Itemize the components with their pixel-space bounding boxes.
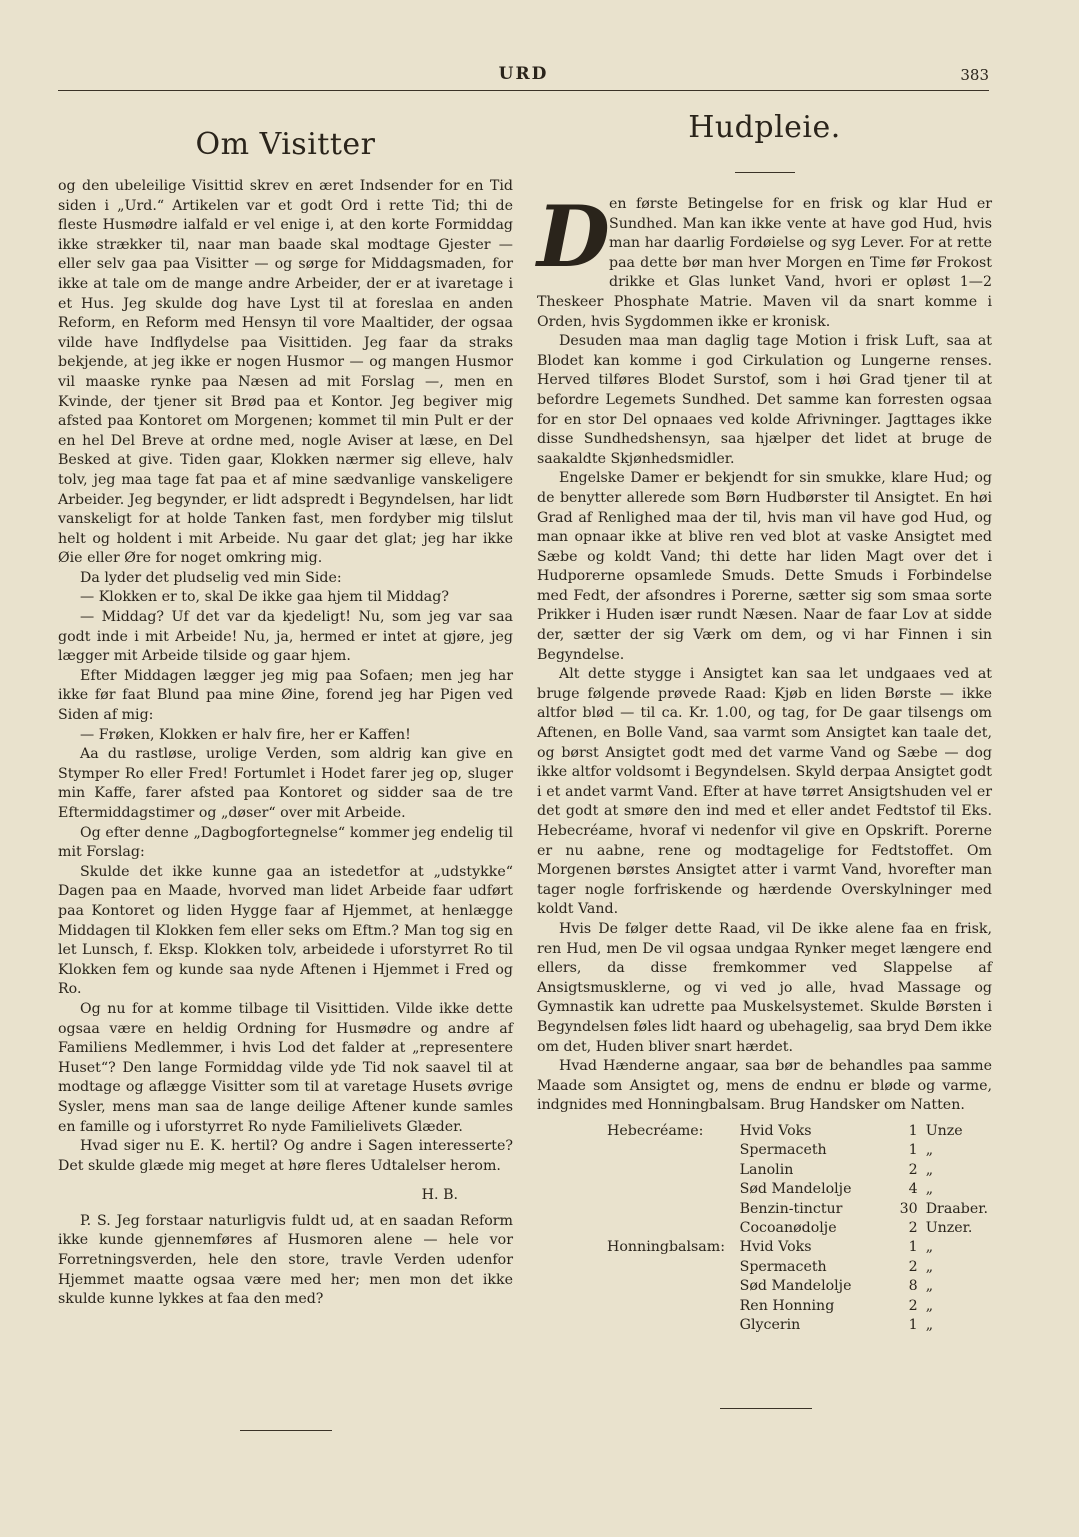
- recipe-label: [607, 1316, 740, 1335]
- recipe-row: [607, 1219, 992, 1238]
- title-rule: [735, 172, 795, 173]
- ingredient-quantity: 1: [908, 1239, 918, 1256]
- ingredient-name: Spermaceth: [739, 1258, 827, 1275]
- ingredient-quantity: 1: [908, 1122, 918, 1139]
- ingredient-name: Sød Mandelolje: [739, 1181, 852, 1198]
- running-header: [58, 62, 989, 91]
- recipe-row: [607, 1258, 992, 1277]
- recipe-label: [607, 1277, 740, 1296]
- ingredient-unit: Unzer.: [925, 1219, 973, 1236]
- recipe-row: [607, 1200, 992, 1219]
- ingredient-unit: „: [925, 1181, 934, 1198]
- ingredient-name: Hvid Voks: [739, 1239, 812, 1256]
- ingredient-unit: Unze: [925, 1122, 963, 1139]
- recipe-label: [607, 1219, 740, 1238]
- recipe-block: [607, 1238, 992, 1335]
- article-body-hudpleie: [537, 332, 992, 1116]
- ingredient-name: Glycerin: [739, 1316, 801, 1333]
- author-signature: H. B.: [421, 1187, 458, 1204]
- ingredient-name: Sød Mandelolje: [739, 1278, 852, 1295]
- ingredient-quantity: 8: [908, 1278, 918, 1295]
- recipe-label: [607, 1200, 740, 1219]
- paragraph: Engelske Damer er bekjendt for sin smukke, klare Hud; og de benytter allerede som Børn Hudbørster til Ansigtet. En høi Grad af Renlighed maa der til, hvis man vil have god Hud, og man opnaar ikke at blive ren ved blot at vaske Ansigtet med Sæbe og koldt Vand; thi dette har liden Magt over det i Hudporerne opsamlede Smuds. Dette Smuds i Forbindelse med Fedt, der afsondres i Porerne, sætter sig som smaa sorte Prikker i Huden især rundt Næsen. Naar de faar Lov at sidde der, sætter der sig Værk om dem, og vi har Finnen i sin Begyndelse.: [537, 470, 992, 663]
- ingredient-unit: „: [925, 1278, 934, 1295]
- recipe-row: [607, 1161, 992, 1180]
- ingredient-unit: Draaber.: [925, 1200, 988, 1217]
- ingredient-name: Benzin-tinctur: [739, 1200, 843, 1217]
- intro-block: [537, 187, 992, 332]
- ingredient-quantity: 2: [908, 1297, 918, 1314]
- article-title-visitter: Om Visitter: [195, 127, 376, 162]
- recipe-row: [607, 1297, 992, 1316]
- end-rule-right: [720, 1408, 812, 1409]
- recipe-row: [607, 1122, 992, 1141]
- recipe-label: [607, 1141, 740, 1160]
- paragraph: Hvis De følger dette Raad, vil De ikke alene faa en frisk, ren Hud, men De vil ogsaa undgaa Rynker meget længere end ellers, da disse fremkommer ved Slappelse af Ansigtsmusklerne, og vi ved jo alle, hvad Massage og Gymnastik kan udrette paa Muskelsystemet. Skulde Børsten i Begyndelsen føles lidt haard og ubehagelig, saa bryd Dem ikke om det, Huden bliver snart hærdet.: [537, 920, 992, 1055]
- recipe-row: [607, 1238, 992, 1257]
- paragraph: — Klokken er to, skal De ikke gaa hjem til Middag?: [80, 589, 449, 606]
- ingredient-quantity: 2: [908, 1258, 918, 1275]
- ingredient-name: Spermaceth: [739, 1142, 827, 1159]
- recipe-row: [607, 1277, 992, 1296]
- recipe-row: [607, 1141, 992, 1160]
- left-column: [58, 105, 513, 1310]
- postscript: P. S. Jeg forstaar naturligvis fuldt ud, at en saadan Reform ikke kunde gjennemføres af Husmoren alene — hele vor Forretningsverden, hele den store, travle Verden udenfor Hjemmet maatte ogsaa være med her; men mon det ikke skulde kunne lykkes at faa den med?: [58, 1212, 513, 1308]
- recipe-block: [607, 1122, 992, 1238]
- journal-title: URD: [498, 64, 549, 84]
- recipe-label: [607, 1297, 740, 1316]
- recipe-row: [607, 1316, 992, 1335]
- paragraph: Efter Middagen lægger jeg mig paa Sofaen; men jeg har ikke før faat Blund paa mine Øine, forend jeg har Pigen ved Siden af mig:: [58, 667, 513, 724]
- ornamental-initial: D: [537, 187, 610, 286]
- recipe-row: [607, 1180, 992, 1199]
- ingredient-name: Lanolin: [739, 1161, 794, 1178]
- ingredient-name: Ren Honning: [739, 1297, 835, 1314]
- ingredient-quantity: 30: [899, 1200, 918, 1217]
- recipe-label: [607, 1161, 740, 1180]
- paragraph: Hvad Hænderne angaar, saa bør de behandles paa samme Maade som Ansigtet og, mens de endnu er bløde og varme, indgnides med Honningbalsam. Brug Handsker om Natten.: [537, 1058, 992, 1114]
- paragraph: Desuden maa man daglig tage Motion i frisk Luft, saa at Blodet kan komme i god Cirkulation og Lungerne renses. Herved tilføres Blodet Surstof, som i høi Grad tjener til at befordre Legemets Sundhed. Det samme kan forresten ogsaa for en stor Del opnaaes ved kolde Afrivninger. Jagttages ikke disse Sundhedshensyn, saa hjælper det lidet at bruge de saakaldte Skjønhedsmidler.: [537, 333, 992, 467]
- article-title-hudpleie: Hudpleie.: [688, 110, 841, 145]
- recipe-label: [607, 1180, 740, 1199]
- paragraph: Og efter denne „Dagbogfortegnelse“ kommer jeg endelig til mit Forslag:: [58, 824, 513, 861]
- ingredient-quantity: 2: [908, 1161, 918, 1178]
- ingredient-name: Cocoanødolje: [739, 1219, 837, 1236]
- paragraph: Aa du rastløse, urolige Verden, som aldrig kan give en Stymper Ro eller Fred! Fortumlet i Hodet farer jeg op, sluger min Kaffe, farer afsted paa Kontoret og sidder saa de tre Eftermiddagstimer og „døser“ over mit Arbeide.: [58, 746, 513, 821]
- ingredient-quantity: 1: [908, 1142, 918, 1159]
- paragraph: Da lyder det pludselig ved min Side:: [80, 569, 342, 586]
- paragraph: og den ubeleilige Visittid skrev en æret Indsender for en Tid siden i „Urd.“ Artikelen var et godt Ord i rette Tid; thi de fleste Husmødre ialfald er vel enige i, at den korte Formiddag ikke strækker til, naar man baade skal modtage Gjester — eller selv gaa paa Visitter — og sørge for Middagsmaden, for ikke at tale om de mange andre Arbeider, der er at ivaretage i et Hus. Jeg skulde dog have Lyst til at foreslaa en anden Reform, en Reform med Hensyn til vore Maaltider, der ogsaa vilde have Indflydelse paa Visittiden. Jeg faar da straks bekjende, at jeg ikke er nogen Husmor — og mangen Husmor vil maaske rynke paa Næsen ad mit Forslag —, men en Kvinde, der tjener sit Brød paa et Kontor. Jeg begiver mig afsted paa Kontoret om Morgenen; kommet til min Pult er der en hel Del Breve at ordne med, nogle Aviser at læse, en Del Besked at give. Tiden gaar, Klokken nærmer sig elleve, halv tolv, jeg maa tage fat paa et af mine sædvanlige vanskeligere Arbeider. Jeg begynder, er lidt adspredt i Begyndelsen, har lidt vanskeligt for at holde Tanken fast, men fordyber mig tilslut helt og holdent i mit Arbeide. Nu gaar det glat; jeg har ikke Øie eller Øre for noget omkring mig.: [58, 178, 513, 567]
- right-column: [537, 105, 992, 1335]
- ingredient-quantity: 4: [908, 1181, 918, 1198]
- paragraph: Skulde det ikke kunne gaa an istedetfor at „udstykke“ Dagen paa en Maade, hvorved man lidet Arbeide faar udført paa Kontoret og liden Hygge faar af Hjemmet, at henlægge Middagen til Klokken fem eller seks om Eftm.? Man tog sig en let Lunsch, f. Eksp. Klokken tolv, arbeidede i uforstyrret Ro til Klokken fem og kunde saa nyde Aftenen i Hjemmet i Fred og Ro.: [58, 863, 513, 998]
- recipe-label: [607, 1258, 740, 1277]
- ingredient-unit: „: [925, 1239, 934, 1256]
- ingredient-unit: „: [925, 1142, 934, 1159]
- paragraph: — Middag? Uf det var da kjedeligt! Nu, som jeg var saa godt inde i mit Arbeide! Nu, ja, hermed er intet at gjøre, jeg lægger mit Arbeide tilside og gaar hjem.: [58, 609, 513, 665]
- recipe-list: [607, 1122, 992, 1335]
- page-number: 383: [960, 66, 989, 84]
- article-body-visitter: [58, 177, 513, 1176]
- ingredient-unit: „: [925, 1258, 934, 1275]
- ingredient-name: Hvid Voks: [739, 1122, 812, 1139]
- ingredient-unit: „: [925, 1316, 934, 1333]
- paragraph: Og nu for at komme tilbage til Visittiden. Vilde ikke dette ogsaa være en heldig Ordning for Husmødre og andre af Familiens Medlemmer, i hvis Lod det falder at „representere Huset“? Den lange Formiddag vilde yde Tid nok saavel til at modtage og aflægge Visitter som til at varetage Husets øvrige Sysler, mens man saa de lange deilige Aftener kunde samles en famille og i uforstyrret Ro nyde Familielivets Glæder.: [58, 1000, 513, 1135]
- paragraph: — Frøken, Klokken er halv fire, her er Kaffen!: [80, 726, 411, 743]
- recipe-label: Hebecréame:: [607, 1122, 704, 1139]
- ingredient-quantity: 2: [908, 1219, 918, 1236]
- end-rule-left: [240, 1430, 332, 1431]
- ingredient-unit: „: [925, 1297, 934, 1314]
- recipe-label: Honningbalsam:: [607, 1239, 725, 1256]
- paragraph: Alt dette stygge i Ansigtet kan saa let undgaaes ved at bruge følgende prøvede Raad: Kjøb en liden Børste — ikke altfor blød — til ca. Kr. 1.00, og tag, for De gaar tilsengs om Aftenen, en Bolle Vand, saa varmt som Ansigtet kan taale det, og børst Ansigtet godt med det varme Vand og Sæbe — dog ikke altfor voldsomt i Begyndelsen. Skyld derpaa Ansigtet godt i et andet varmt Vand. Efter at have tørret Ansigtshuden vel er det godt at smøre den ind med et eller andet Fedtstof til Eks. Hebecréame, hvoraf vi nedenfor vil give en Opskrift. Porerne er nu aabne, rene og modtagelige for Fedtstoffet. Om Morgenen børstes Ansigtet atter i varmt Vand, hvorefter man tager nogle forfriskende og hærdende Overskylninger med koldt Vand.: [537, 666, 992, 918]
- ingredient-unit: „: [925, 1161, 934, 1178]
- paragraph: Hvad siger nu E. K. hertil? Og andre i Sagen interesserte? Det skulde glæde mig meget at høre fleres Udtalelser herom.: [58, 1138, 513, 1174]
- ingredient-quantity: 1: [908, 1316, 918, 1333]
- intro-paragraph: en første Betingelse for en frisk og klar Hud er Sundhed. Man kan ikke vente at have god Hud, hvis man har daarlig Fordøielse og syg Lever. For at rette paa dette bør man hver Morgen en Time før Frokost drikke et Glas lunket Vand, hvori er opløst 1—2 Theskeer Phosphate Matrie. Maven vil da snart komme i Orden, hvis Sygdommen ikke er kronisk.: [537, 196, 992, 330]
